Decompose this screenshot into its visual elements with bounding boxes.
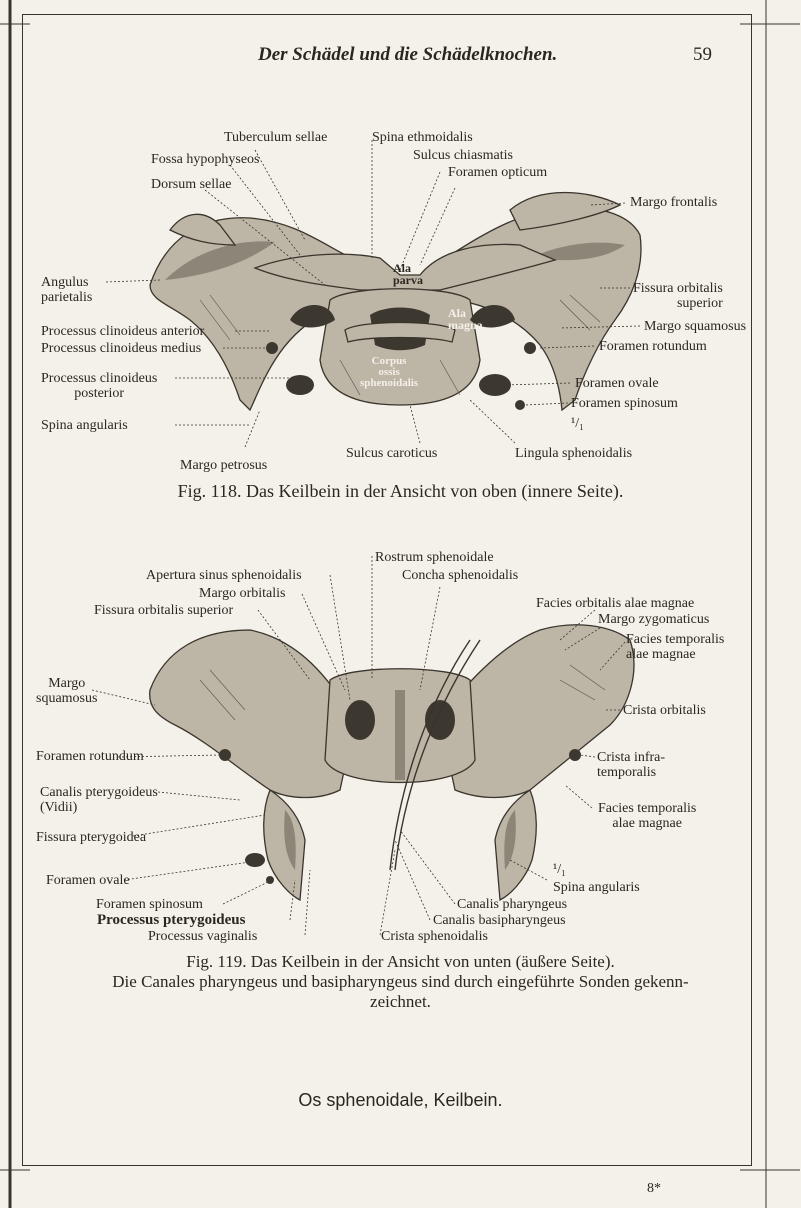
fig118-label-margo-frontalis: Margo frontalis	[630, 195, 718, 210]
fig118-label-corpus: Corpus ossis sphenoidalis	[360, 355, 419, 389]
fig119-label-fissura-orbitalis-superior: Fissura orbitalis superior	[94, 603, 234, 618]
fig119-label-processus-vaginalis: Processus vaginalis	[148, 929, 258, 944]
signature-mark: 8*	[647, 1181, 661, 1196]
fig119-caption-line1: Fig. 119. Das Keilbein in der Ansicht von unten (äußere Seite).	[186, 952, 615, 971]
fig118-label-fossa-hypophyseos: Fossa hypophyseos	[151, 152, 260, 167]
fig119-caption-line3: zeichnet.	[370, 992, 431, 1011]
fig119-label-apertura-sinus-sphenoidalis: Apertura sinus sphenoidalis	[146, 568, 302, 583]
fig119-foramen-rotundum	[219, 749, 231, 761]
fig118-label-sulcus-caroticus: Sulcus caroticus	[346, 446, 438, 461]
fig119-label-spina-angularis: Spina angularis	[553, 880, 640, 895]
fig118-caption: Fig. 118. Das Keilbein in der Ansicht von oben (innere Seite).	[177, 481, 624, 501]
fig118-label-foramen-rotundum: Foramen rotundum	[599, 339, 707, 354]
section-title: Os sphenoidale, Keilbein.	[298, 1090, 503, 1110]
fig119-label-rostrum-sphenoidale: Rostrum sphenoidale	[375, 550, 494, 565]
fig119-label-margo-orbitalis: Margo orbitalis	[199, 586, 286, 601]
fig119-label-fissura-pterygoidea: Fissura pterygoidea	[36, 830, 147, 845]
fig119-label-processus-pterygoideus: Processus pterygoideus	[97, 912, 246, 928]
fig118-label-angulus-parietalis: Angulus parietalis	[41, 275, 93, 305]
fig119-label-crista-orbitalis: Crista orbitalis	[623, 703, 706, 718]
fig119-label-canalis-pterygoideus: Canalis pterygoideus (Vidii)	[40, 785, 158, 815]
fig118-label-processus-clinoideus-medius: Processus clinoideus medius	[41, 341, 202, 356]
fig118-label-spina-ethmoidalis: Spina ethmoidalis	[372, 130, 473, 145]
fig119-label-foramen-spinosum: Foramen spinosum	[96, 897, 203, 912]
fig118-label-processus-clinoideus-anterior: Processus clinoideus anterior	[41, 324, 205, 339]
fig119-label-canalis-basipharyngeus: Canalis basipharyngeus	[433, 913, 566, 928]
fig119-caption-line2: Die Canales pharyngeus und basipharyngeus sind durch eingeführte Sonden gekenn-	[112, 972, 689, 991]
fig118-label-foramen-spinosum: Foramen spinosum	[571, 396, 678, 411]
fig119-label-facies-temporalis-top: Facies temporalis alae magnae	[626, 632, 725, 662]
fig119-label-facies-orbitalis-alae-magnae: Facies orbitalis alae magnae	[536, 596, 695, 611]
fig119-label-crista-sphenoidalis: Crista sphenoidalis	[381, 929, 488, 944]
fig119-label-scale: ¹/₁	[553, 862, 566, 877]
fig118-label-sulcus-chiasmatis: Sulcus chiasmatis	[413, 148, 513, 163]
fig119-label-crista-infratemporalis: Crista infra- temporalis	[597, 750, 666, 780]
fig118-label-tuberculum-sellae: Tuberculum sellae	[224, 130, 328, 145]
fig118-label-lingula-sphenoidalis: Lingula sphenoidalis	[515, 446, 633, 461]
page-number: 59	[693, 44, 712, 65]
fig119-label-facies-temporalis-bottom: Facies temporalis alae magnae	[598, 801, 697, 831]
fig118-label-dorsum-sellae: Dorsum sellae	[151, 177, 232, 192]
fig119-foramen-ovale	[245, 853, 265, 867]
fig118-label-margo-squamosus: Margo squamosus	[644, 319, 747, 334]
fig118-label-fissura-orbitalis-superior: Fissura orbitalis superior	[633, 281, 723, 311]
fig118-label-margo-petrosus: Margo petrosus	[180, 458, 268, 473]
fig118-label-ala-parva: Ala parva	[393, 261, 423, 287]
fig118-label-scale: ¹/₁	[571, 416, 584, 431]
fig118-label-spina-angularis: Spina angularis	[41, 418, 128, 433]
fig119-wing-left	[150, 630, 355, 798]
fig119-apertura-left	[345, 700, 375, 740]
fig119-label-canalis-pharyngeus: Canalis pharyngeus	[457, 897, 568, 912]
fig119-label-margo-squamosus: Margo squamosus	[36, 676, 98, 706]
fig119-label-foramen-ovale: Foramen ovale	[46, 873, 130, 888]
fig118-label-processus-clinoideus-posterior: Processus clinoideus posterior	[41, 371, 158, 401]
fig118-label-ala-magna: Ala magna	[448, 306, 483, 332]
fig119-label-margo-zygomaticus: Margo zygomaticus	[598, 612, 710, 627]
fig118-label-foramen-opticum: Foramen opticum	[448, 165, 548, 180]
fig118-label-foramen-ovale: Foramen ovale	[575, 376, 659, 391]
fig119-label-foramen-rotundum: Foramen rotundum	[36, 749, 144, 764]
running-head-title: Der Schädel und die Schädelknochen.	[258, 44, 558, 65]
fig119-label-concha-sphenoidalis: Concha sphenoidalis	[402, 568, 519, 583]
